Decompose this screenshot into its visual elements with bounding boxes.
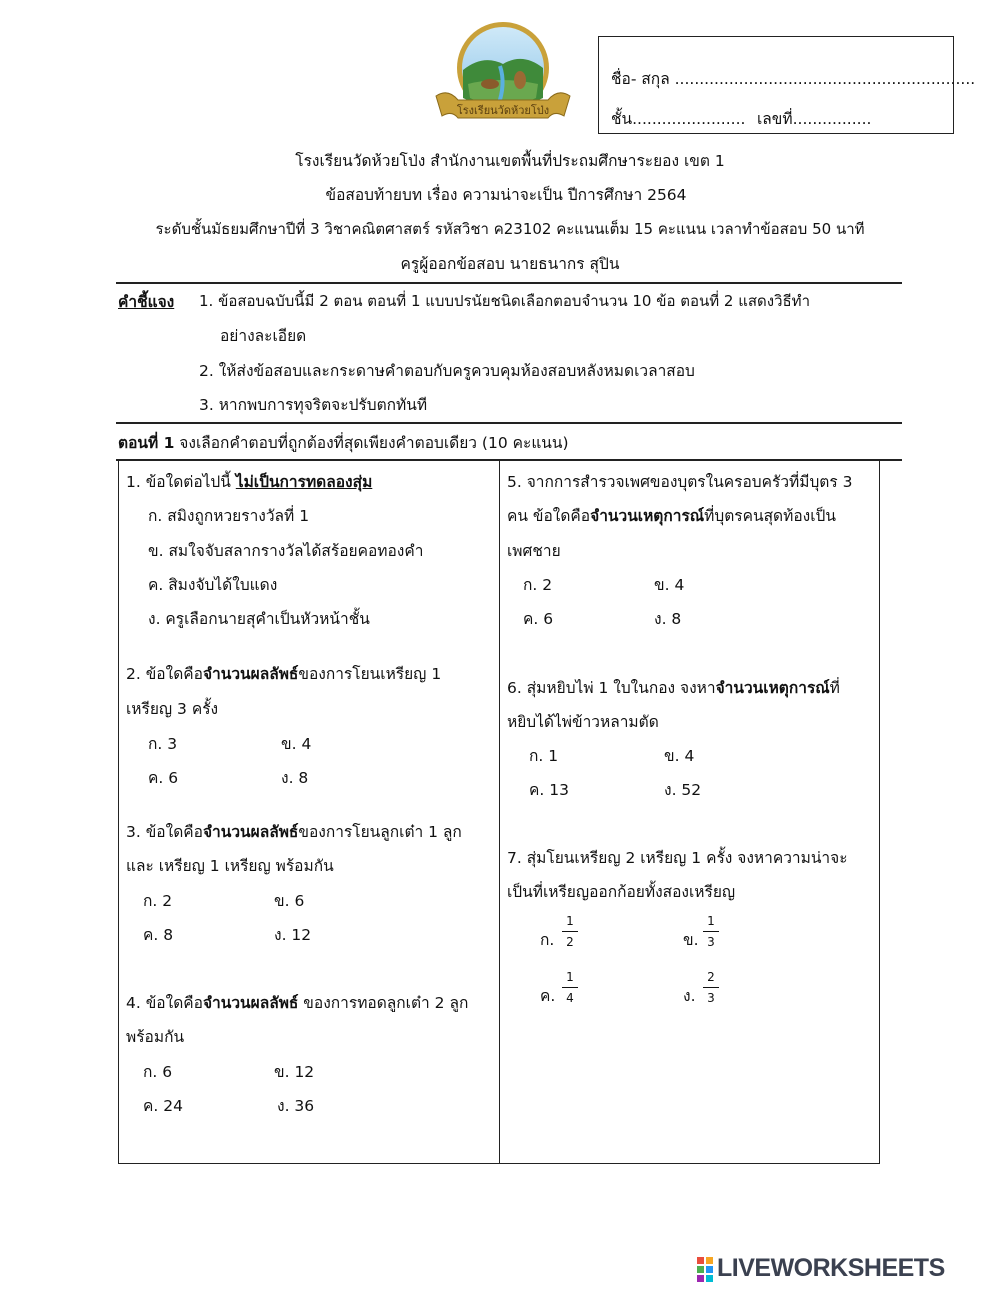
question-6-post: ที่: [829, 679, 840, 697]
question-2-stem-line2: เหรียญ 3 ครั้ง: [126, 700, 219, 718]
question-7-option-b-fraction: [701, 914, 721, 949]
divider-top: [116, 282, 902, 284]
question-1-option-d[interactable]: ง. ครูเลือกนายสุคำเป็นหัวหน้าชั้น: [148, 610, 370, 628]
fraction-b-denominator: 3: [707, 935, 715, 949]
question-3-option-c[interactable]: ค. 8: [143, 926, 174, 944]
instruction-1a: 1. ข้อสอบฉบับนี้มี 2 ตอน ตอนที่ 1 แบบปรนัยชนิดเลือกตอบจำนวน 10 ข้อ ตอนที่ 2 แสดงวิธีทำ: [199, 292, 810, 310]
fraction-d-numerator: 2: [707, 970, 715, 984]
fraction-d-bar: [703, 987, 719, 988]
question-4-option-b[interactable]: ข. 12: [274, 1063, 315, 1081]
fraction-b-bar: [703, 931, 719, 932]
question-2-option-b[interactable]: ข. 4: [281, 735, 312, 753]
instructions-label: คำชี้แจง: [118, 293, 175, 311]
question-5-option-d[interactable]: ง. 8: [654, 610, 682, 628]
question-6-option-d[interactable]: ง. 52: [664, 781, 702, 799]
question-1-option-b[interactable]: ข. สมใจจับสลากรางวัลได้สร้อยคอทองคำ: [148, 542, 424, 560]
question-5-emphasis: จำนวนเหตุการณ์: [590, 507, 705, 525]
question-5-post: ที่บุตรคนสุดท้องเป็น: [704, 507, 836, 525]
instruction-3: 3. หากพบการทุจริตจะปรับตกทันที: [199, 396, 428, 414]
student-name-field[interactable]: ชื่อ- สกุล .............................................................: [611, 70, 976, 88]
question-7-option-d-fraction: [701, 970, 721, 1005]
question-7-option-a-fraction: [560, 914, 580, 949]
question-2-post: ของการโยนเหรียญ 1: [298, 665, 442, 683]
fraction-a-numerator: 1: [566, 914, 574, 928]
question-3-stem: [126, 819, 462, 844]
question-3-option-b[interactable]: ข. 6: [274, 892, 305, 910]
question-6-option-a[interactable]: ก. 1: [529, 747, 559, 765]
fraction-c-bar: [562, 987, 578, 988]
question-6-option-b[interactable]: ข. 4: [664, 747, 695, 765]
question-2-option-d[interactable]: ง. 8: [281, 769, 309, 787]
questions-table: [118, 460, 880, 1164]
question-4-pre: 4. ข้อใดคือ: [126, 994, 203, 1012]
question-5-stem-line2: [507, 503, 836, 528]
school-logo: [428, 18, 578, 134]
question-7-option-c-fraction: [560, 970, 580, 1005]
question-3-emphasis: จำนวนผลลัพธ์: [202, 823, 299, 841]
question-1-option-c[interactable]: ค. สิมงจับได้ใบแดง: [148, 576, 278, 594]
class-field[interactable]: ชั้น.......................: [611, 110, 746, 128]
part1-label: ตอนที่ 1: [118, 434, 175, 452]
question-4-option-d[interactable]: ง. 36: [277, 1097, 315, 1115]
header-school-line: โรงเรียนวัดห้วยโป่ง สำนักงานเขตพื้นที่ประถมศึกษาระยอง เขต 1: [295, 152, 725, 170]
instruction-1b: อย่างละเอียด: [220, 327, 307, 345]
column-divider: [499, 460, 500, 1163]
header-level-line: ระดับชั้นมัธยมศึกษาปีที่ 3 วิชาคณิตศาสตร์ รหัสวิชา ค23102 คะแนนเต็ม 15 คะแนน เวลาทำข้อสอบ 50 นาที: [155, 220, 865, 238]
header-exam-title: ข้อสอบท้ายบท เรื่อง ความน่าจะเป็น ปีการศึกษา 2564: [325, 186, 687, 204]
question-4-stem: [126, 990, 468, 1015]
student-number-field[interactable]: เลขที่................: [757, 110, 872, 128]
part1-text: จงเลือกคำตอบที่ถูกต้องที่สุดเพียงคำตอบเดียว (10 คะแนน): [174, 434, 569, 452]
student-info-box: [598, 36, 976, 134]
fraction-c-numerator: 1: [566, 970, 574, 984]
question-5-stem-line1: 5. จากการสำรวจเพศของบุตรในครอบครัวที่มีบุตร 3: [507, 473, 853, 491]
question-3-pre: 3. ข้อใดคือ: [126, 823, 203, 841]
question-3-stem-line2: และ เหรียญ 1 เหรียญ พร้อมกัน: [126, 857, 334, 875]
question-4-option-c[interactable]: ค. 24: [143, 1097, 183, 1115]
part1-heading: [118, 430, 569, 455]
question-3-post: ของการโยนลูกเต๋า 1 ลูก: [298, 823, 462, 841]
question-2-emphasis: จำนวนผลลัพธ์: [202, 665, 299, 683]
question-1-pre: 1. ข้อใดต่อไปนี้: [126, 473, 236, 491]
question-5-option-a[interactable]: ก. 2: [523, 576, 553, 594]
instruction-2: 2. ให้ส่งข้อสอบและกระดาษคำตอบกับครูควบคุมห้องสอบหลังหมดเวลาสอบ: [199, 362, 695, 380]
question-5-option-c[interactable]: ค. 6: [523, 610, 554, 628]
question-4-stem-line2: พร้อมกัน: [126, 1028, 185, 1046]
question-7-option-d-label[interactable]: ง.: [683, 987, 696, 1005]
question-4-post: ของการทอดลูกเต๋า 2 ลูก: [298, 994, 469, 1012]
question-6-emphasis: จำนวนเหตุการณ์: [715, 679, 830, 697]
question-7-stem-line1: 7. สุ่มโยนเหรียญ 2 เหรียญ 1 ครั้ง จงหาความน่าจะ: [507, 849, 848, 867]
question-7-option-b-label[interactable]: ข.: [683, 931, 699, 949]
question-2-option-c[interactable]: ค. 6: [148, 769, 179, 787]
question-7-stem-line2: เป็นที่เหรียญออกก้อยทั้งสองเหรียญ: [507, 883, 736, 901]
question-1-emphasis: ไม่เป็นการทดลองสุ่ม: [235, 473, 373, 491]
question-1-option-a[interactable]: ก. สมิงถูกหวยรางวัลที่ 1: [148, 507, 310, 525]
question-2-stem: [126, 661, 441, 686]
fraction-d-denominator: 3: [707, 991, 715, 1005]
fraction-a-denominator: 2: [566, 935, 574, 949]
fraction-b-numerator: 1: [707, 914, 715, 928]
question-1-stem: [126, 469, 372, 494]
question-5-option-b[interactable]: ข. 4: [654, 576, 685, 594]
question-5-pre: คน ข้อใดคือ: [507, 507, 591, 525]
question-2-option-a[interactable]: ก. 3: [148, 735, 178, 753]
liveworksheets-brand-text: LIVEWORKSHEETS: [717, 1254, 945, 1282]
question-6-option-c[interactable]: ค. 13: [529, 781, 569, 799]
liveworksheets-logo: [697, 1256, 993, 1286]
question-5-stem-line3: เพศชาย: [507, 542, 561, 560]
question-6-pre: 6. สุ่มหยิบไพ่ 1 ใบในกอง จงหา: [507, 679, 716, 697]
question-7-option-c-label[interactable]: ค.: [540, 987, 556, 1005]
logo-banner-text: โรงเรียนวัดห้วยโป่ง: [456, 104, 550, 117]
question-6-stem-line2: หยิบได้ไพ่ข้าวหลามตัด: [507, 713, 659, 731]
divider-middle: [116, 422, 902, 424]
fraction-c-denominator: 4: [566, 991, 574, 1005]
question-4-option-a[interactable]: ก. 6: [143, 1063, 173, 1081]
question-4-emphasis: จำนวนผลลัพธ์: [202, 994, 299, 1012]
question-3-option-a[interactable]: ก. 2: [143, 892, 173, 910]
question-6-stem: [507, 675, 840, 700]
question-3-option-d[interactable]: ง. 12: [274, 926, 312, 944]
header-teacher-line: ครูผู้ออกข้อสอบ นายธนากร สุปิน: [400, 255, 620, 273]
question-2-pre: 2. ข้อใดคือ: [126, 665, 203, 683]
fraction-a-bar: [562, 931, 578, 932]
question-7-option-a-label[interactable]: ก.: [540, 931, 555, 949]
